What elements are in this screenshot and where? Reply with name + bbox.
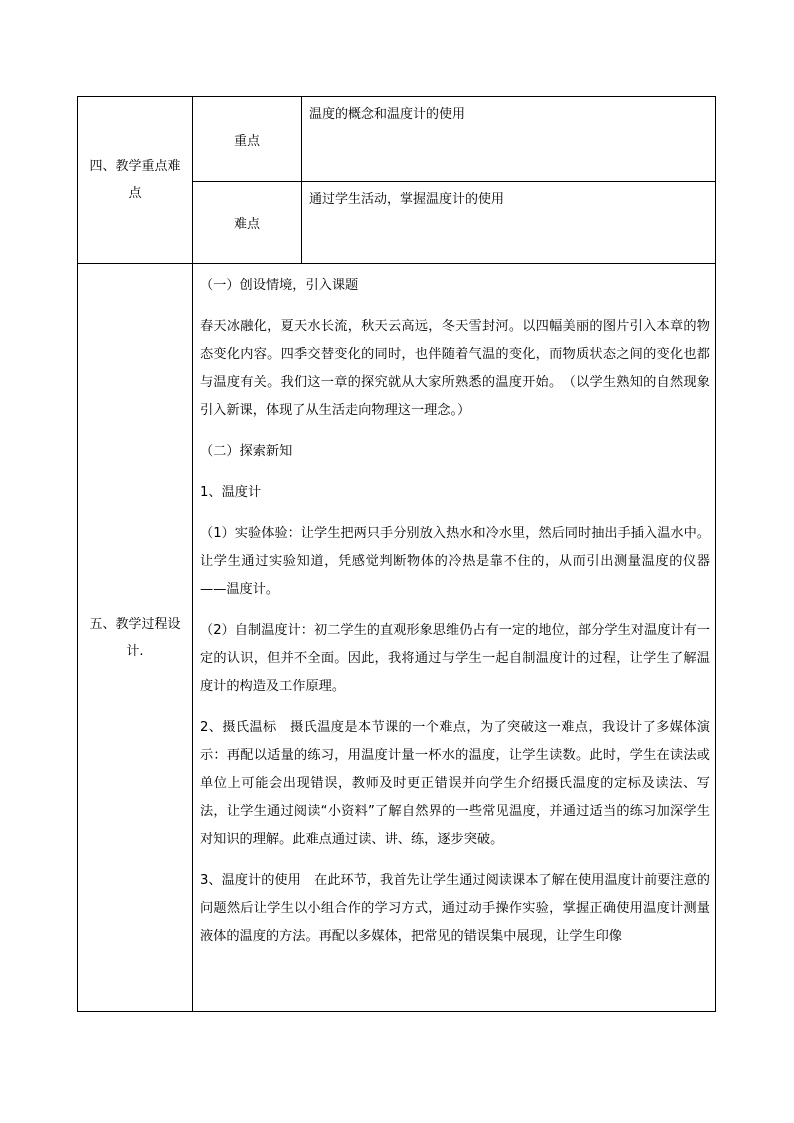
section4-title-line1: 四、教学重点难 [89, 159, 181, 174]
difficult-point-text: 通过学生活动，掌握温度计的使用 [302, 182, 716, 264]
paragraph: （二）探索新知 [200, 444, 293, 459]
section5-title-line1: 五、教学过程设 [89, 616, 181, 632]
paragraph: 1、温度计 [200, 485, 262, 500]
lesson-plan-table [77, 96, 716, 1012]
key-point-label: 重点 [193, 97, 302, 182]
teaching-process-content [193, 264, 716, 1012]
paragraph: （一）创设情境，引入课题 [200, 278, 359, 293]
teaching-process-row [78, 264, 716, 1012]
paragraph: （1）实验体验：让学生把两只手分别放入热水和冷水里，然后同时抽出手插入温水中。让学生通过实验知道，凭感觉判断物体的冷热是靠不住的，从而引出测量温度的仪器——温度计。 [200, 526, 710, 597]
paragraph: （2）自制温度计：初二学生的直观形象思维仍占有一定的地位，部分学生对温度计有一定的认识，但并不全面。因此，我将通过与学生一起自制温度计的过程，让学生了解温度计的构造及工作原理。 [200, 623, 710, 694]
key-point-text: 温度的概念和温度计的使用 [302, 97, 716, 182]
section4-heading-cell [78, 97, 193, 264]
paragraph: 春天冰融化，夏天水长流，秋天云高远，冬天雪封河。以四幅美丽的图片引入本章的物态变化内容。四季交替变化的同时，也伴随着气温的变化，而物质状态之间的变化也都与温度有关。我们这一章的探究就从大家所熟悉的温度开始。 （以学生熟知的自然现象引入新课，体现了从生活走向物理这一理念。） [200, 319, 710, 418]
section5-heading-cell [78, 264, 193, 1012]
section5-title-line2: 计. [126, 643, 144, 659]
paragraph: 2、摄氏温标 摄氏温度是本节课的一个难点，为了突破这一难点，我设计了多媒体演示：再配以适量的练习，用温度计量一杯水的温度，让学生读数。此时，学生在读法或单位上可能会出现错误，教师及时更正错误并向学生介绍摄氏温度的定标及读法、写法，让学生通过阅读“小资料”了解自然界的一些常见温度，并通过适当的练习加深学生对知识的理解。此难点通过读、讲、练，逐步突破。 [200, 720, 710, 847]
paragraph: 3、温度计的使用 在此环节，我首先让学生通过阅读课本了解在使用温度计前要注意的问题然后让学生以小组合作的学习方式，通过动手操作实验，掌握正确使用温度计测量液体的温度的方法。再配以多媒体，把常见的错误集中展现，让学生印像 [200, 873, 710, 944]
section4-title-line2: 点 [128, 186, 142, 201]
key-point-row [78, 97, 716, 182]
difficult-point-label: 难点 [193, 182, 302, 264]
